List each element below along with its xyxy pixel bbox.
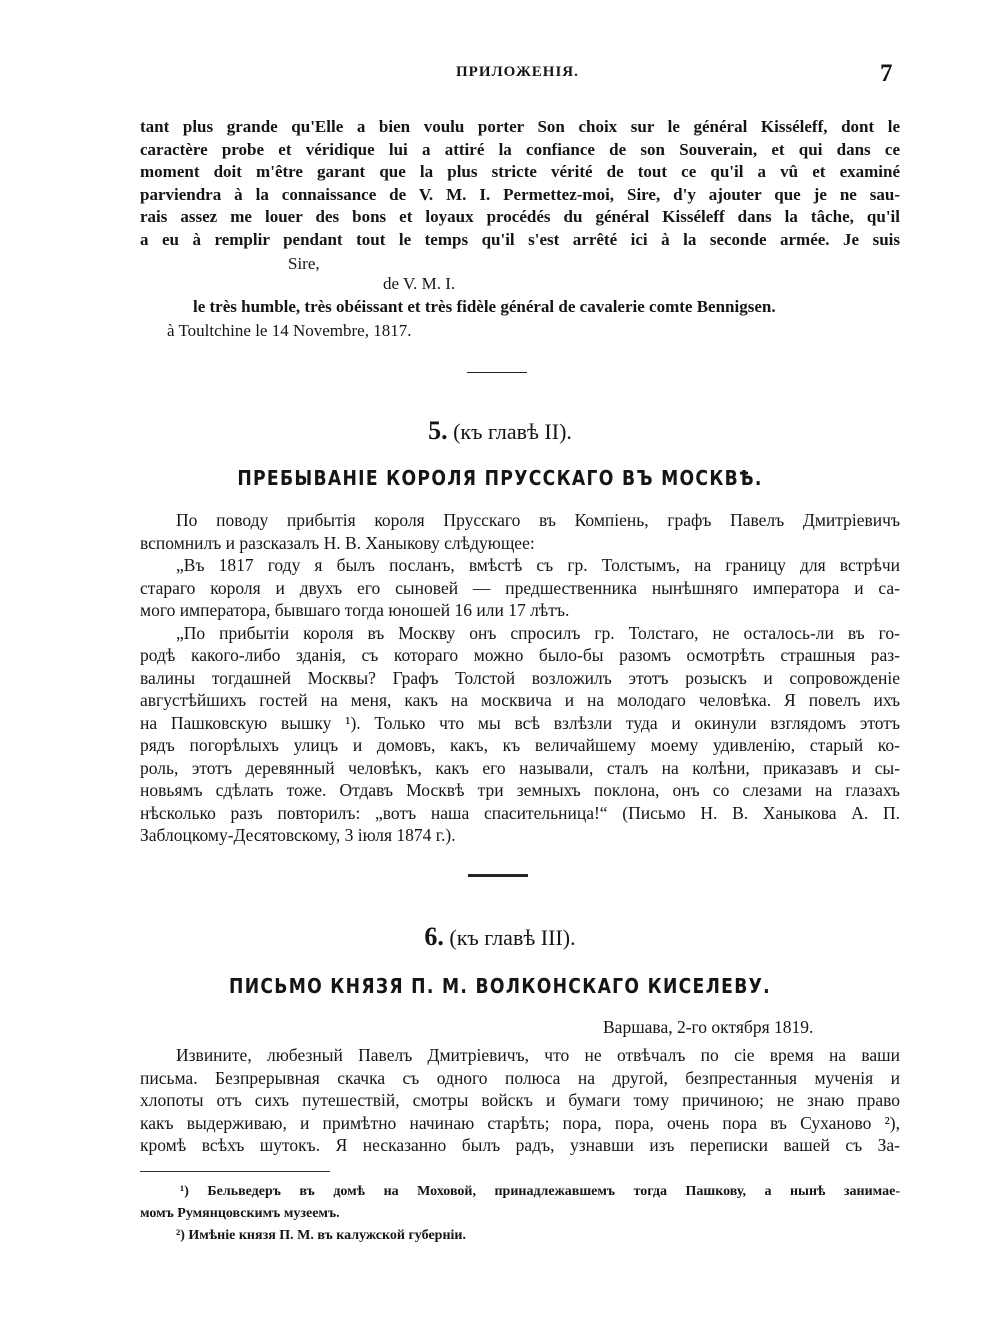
- footnote-rule: [140, 1171, 330, 1172]
- section-divider: [468, 874, 528, 877]
- footnote-1-line: момъ Румянцовскимъ музеемъ.: [140, 1206, 340, 1221]
- text-line: caractère probe et véridique lui a attiré la confiance de son Souverain, et qui dans ce: [140, 139, 900, 159]
- text-line: a eu à remplir pendant tout le temps qu'il s'est arrêté ici à la seconde armée. Je suis: [140, 229, 900, 249]
- text-line: хлопоты отъ сихъ путешествій, смотры войскъ и бумаги тому причиною; не знаю право: [140, 1090, 900, 1110]
- letter-dateline: Варшава, 2-го октября 1819.: [603, 1017, 814, 1037]
- text-line: рядъ погорѣлыхъ улицъ и домовъ, какъ, къ величайшему моему удивленію, старый ко-: [140, 735, 900, 755]
- letter-salutation: Sire,: [288, 254, 320, 273]
- text-line: письма. Безпрерывная скачка съ одного полюса на другой, безпрестанныя мученія и: [140, 1067, 900, 1088]
- text-line: августѣйшихъ гостей на меня, какъ на москвича и на молодаго человѣка. Я повелъ ихъ: [140, 690, 900, 710]
- text-line: родѣ какого-либо зданія, съ котораго можно было-бы разомъ осмотрѣть страшныя раз-: [140, 645, 900, 665]
- footnote-1-line: ¹) Бельведеръ въ домѣ на Моховой, принадлежавшемъ тогда Пашкову, а нынѣ занимае-: [180, 1184, 900, 1199]
- section-5-title: ПРЕБЫВАНІЕ КОРОЛЯ ПРУССКАГО ВЪ МОСКВѢ.: [237, 466, 763, 490]
- text-line: „Въ 1817 году я былъ посланъ, вмѣстѣ съ гр. Толстымъ, на границу для встрѣчи: [176, 555, 900, 575]
- text-line: валины тогдашней Москвы? Графъ Толстой возложилъ этотъ розыскъ и сопровожденіе: [140, 667, 900, 688]
- footnote-2: ²) Имѣніе князя П. М. въ калужской губерніи.: [176, 1228, 466, 1243]
- section-6-ref: (къ главѣ III).: [449, 925, 576, 950]
- text-line: роль, этотъ деревянный человѣкъ, какъ его называли, сталъ на колѣни, приказавъ и сы-: [140, 757, 900, 778]
- section-6-title: ПИСЬМО КНЯЗЯ П. М. ВОЛКОНСКАГО КИСЕЛЕВУ.: [229, 974, 771, 998]
- letter-addressee: de V. M. I.: [383, 274, 456, 293]
- text-line: tant plus grande qu'Elle a bien voulu porter Son choix sur le général Kisséleff, dont le: [140, 117, 900, 136]
- text-line: на Пашковскую вышку ¹). Только что мы всѣ взлѣзли туда и окинули взглядомъ этотъ: [140, 712, 900, 733]
- text-line: Извините, любезный Павелъ Дмитріевичъ, что не отвѣчалъ по сіе время на ваши: [176, 1045, 900, 1065]
- text-line: мого императора, бывшаго тогда юношей 16 или 17 лѣтъ.: [140, 600, 570, 620]
- letter-place-date: à Toultchine le 14 Novembre, 1817.: [167, 321, 412, 340]
- text-line: parviendra à la connaissance de V. M. I. Permettez-moi, Sire, d'y ajouter que je ne sau-: [140, 184, 900, 204]
- section-5-body: [140, 509, 900, 847]
- text-line: „По прибытіи короля въ Москву онъ спросилъ гр. Толстаго, не осталось-ли въ го-: [176, 622, 900, 643]
- section-6-heading: [0, 922, 1000, 952]
- footnotes: [140, 1181, 900, 1247]
- text-line: кромѣ всѣхъ шутокъ. Я несказанно былъ радъ, узнавши изъ переписки вашей съ За-: [140, 1135, 900, 1155]
- running-title: ПРИЛОЖЕНІЯ.: [456, 64, 579, 80]
- french-letter-paragraph: [140, 116, 900, 251]
- text-line: rais assez me louer des bons et loyaux procédés du général Kisséleff dans la tâche, qu'il: [140, 207, 900, 226]
- section-5-number: 5.: [428, 416, 448, 445]
- section-6-body: [140, 1044, 900, 1157]
- text-line: какъ выдерживаю, и примѣтно начинаю старѣть; пора, пора, очень пора въ Суханово ²),: [140, 1112, 900, 1133]
- text-line: По поводу прибытія короля Прусскаго въ Компіень, графъ Павелъ Дмитріевичъ: [176, 510, 900, 530]
- section-6-number: 6.: [424, 922, 444, 951]
- section-5-heading: [0, 416, 1000, 446]
- section-divider: [467, 372, 527, 373]
- text-line: стараго короля и двухъ его сыновей — предшественника нынѣшняго императора и са-: [140, 577, 900, 598]
- page-number: 7: [880, 60, 893, 87]
- text-line: новьямъ сдѣлать тоже. Отдавъ Москвѣ три земныхъ поклона, онъ со слезами на глазахъ: [140, 780, 900, 800]
- text-line: вспомнилъ и разсказалъ Н. В. Ханыкову слѣдующее:: [140, 532, 535, 553]
- text-line: нѣсколько разъ повторилъ: „вотъ наша спасительница!“ (Письмо Н. В. Ханыкова А. П.: [140, 802, 900, 823]
- text-line: moment doit m'être garant que la plus stricte vérité de tout ce qu'il a vû et examiné: [140, 162, 900, 181]
- section-5-ref: (къ главѣ II).: [453, 419, 572, 444]
- text-line: Заблоцкому-Десятовскому, 3 іюля 1874 г.).: [140, 825, 456, 845]
- letter-signature: le très humble, très obéissant et très fidèle général de cavalerie comte Bennigsen.: [193, 297, 776, 316]
